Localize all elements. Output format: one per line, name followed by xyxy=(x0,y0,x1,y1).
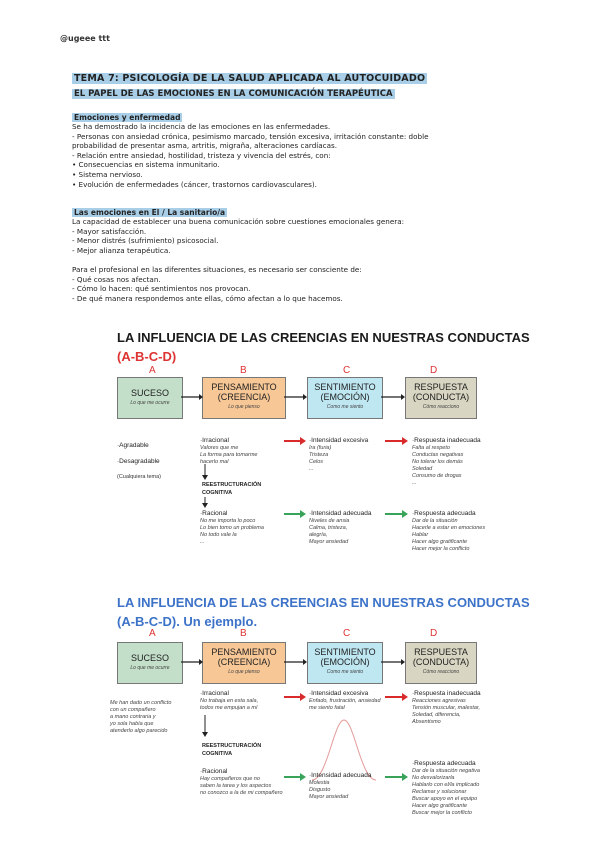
body-line: Para el profesional en las diferentes situaciones, es necesario ser consciente de: xyxy=(72,264,362,274)
box-respuesta: RESPUESTA (CONDUCTA) Cómo reacciono xyxy=(405,377,477,419)
box-suceso: SUCESO Lo que me ocurre xyxy=(117,642,183,684)
diagram1-respuesta-inadecuada: ·Respuesta inadecuada Falta al respeto Conductas negativas No tolerar los demás Soledad Consumo de drogas ... xyxy=(412,437,481,486)
diagram2-col-a: Me han dado un conflicto con un compañero a mano contraria y yo sola había que atenderlo algo parecido xyxy=(110,700,172,734)
section1-heading: Emociones y enfermedad xyxy=(74,113,181,122)
diagram1-subtitle: (A-B-C-D) xyxy=(117,349,177,364)
body-line: - Cómo lo hacen: qué sentimientos nos provocan. xyxy=(72,284,251,294)
body-line: - Relación entre ansiedad, hostilidad, tristeza y vivencia del estrés, con: xyxy=(72,150,331,160)
abcd-diagram-2 xyxy=(72,590,530,840)
box-sentimiento: SENTIMIENTO (EMOCIÓN) Como me siento xyxy=(307,377,383,419)
body-line: - Mayor satisfacción. xyxy=(72,226,147,236)
body-line: • Consecuencias en sistema inmunitario. xyxy=(72,160,220,170)
diagram2-title: LA INFLUENCIA DE LAS CREENCIAS EN NUESTRAS CONDUCTAS xyxy=(117,595,530,610)
diagram2-respuesta-adecuada: ·Respuesta adecuada Dar de la situación negativa No desvalorizarla Hablarlo con el/la implicado Reclamar y solucionar Buscar apoyo en el equipo Hacer algo gratificante Buscar mejor la conflicto xyxy=(412,760,480,816)
section2-body xyxy=(72,217,404,303)
box-pensamiento: PENSAMIENTO (CREENCIA) Lo que pienso xyxy=(202,377,286,419)
diagram2-reestructuracion: REESTRUCTURACIÓN COGNITIVA xyxy=(202,743,262,757)
section-emociones-enfermedad xyxy=(72,113,429,189)
diagram1-irracional: ·Irracional Valores que me La forma para tomarme hacerlo mal xyxy=(200,437,258,465)
section1-body xyxy=(72,122,429,189)
letter-d: D xyxy=(430,628,438,639)
page-title: TEMA 7: PSICOLOGÍA DE LA SALUD APLICADA AL AUTOCUIDADO xyxy=(74,73,426,84)
body-line: • Sistema nervioso. xyxy=(72,169,143,179)
diagram1-col-a: ·Agradable ·Desagradable (Cualquiera tema) xyxy=(117,442,162,480)
body-line: • Evolución de enfermedades (cáncer, trastornos cardiovasculares). xyxy=(72,179,317,189)
section-emociones-sanitario xyxy=(72,208,404,303)
letter-a: A xyxy=(149,365,156,376)
page-subtitle: EL PAPEL DE LAS EMOCIONES EN LA COMUNICACIÓN TERAPÉUTICA xyxy=(74,89,393,99)
diagram1-title: LA INFLUENCIA DE LAS CREENCIAS EN NUESTRAS CONDUCTAS xyxy=(117,330,530,345)
body-line: probabilidad de presentar asma, artritis, migraña, alteraciones cardíacas. xyxy=(72,141,338,151)
diagram2-respuesta-inadecuada: ·Respuesta inadecuada Reacciones agresivas Tensión muscular, malestar, Soledad, diferencia, Absentismo xyxy=(412,690,481,725)
body-line: - Mejor alianza terapéutica. xyxy=(72,245,171,255)
box-sentimiento: SENTIMIENTO (EMOCIÓN) Como me siento xyxy=(307,642,383,684)
box-respuesta: RESPUESTA (CONDUCTA) Cómo reacciono xyxy=(405,642,477,684)
diagram2-irracional: ·Irracional No trabaja en esta sala, todos me empujan a mí xyxy=(200,690,259,711)
letter-b: B xyxy=(240,628,247,639)
diagram2-intensidad-adecuada: ·Intensidad adecuada Molestia Disgusto Mayor ansiedad xyxy=(309,772,372,800)
body-line: - De qué manera respondemos ante ellas, cómo afectan a lo que hacemos. xyxy=(72,293,343,303)
letter-c: C xyxy=(343,365,351,376)
section2-heading: Las emociones en El / La sanitario/a xyxy=(74,208,226,217)
diagram2-intensidad-excesiva: ·Intensidad excesiva Enfado, frustración, ansiedad me siento fatal xyxy=(309,690,381,711)
letter-d: D xyxy=(430,365,438,376)
diagram1-intensidad-excesiva: ·Intensidad excesiva Ira (furia) Tristeza Celos ... xyxy=(309,437,369,472)
body-line: - Personas con ansiedad crónica, pesimismo marcado, tensión excesiva, irritación constante: doble xyxy=(72,131,429,141)
diagram1-respuesta-adecuada: ·Respuesta adecuada Dar de la situación Hacerle a estar en emociones Hablar Hacer algo gratificante Hacer mejor la conflicto xyxy=(412,510,486,552)
letter-c: C xyxy=(343,628,351,639)
letter-b: B xyxy=(240,365,247,376)
box-suceso: SUCESO Lo que me ocurre xyxy=(117,377,183,419)
body-line xyxy=(72,255,404,265)
body-line: - Qué cosas nos afectan. xyxy=(72,274,161,284)
diagram2-subtitle: (A-B-C-D). Un ejemplo. xyxy=(117,614,258,629)
diagram1-reestructuracion: REESTRUCTURACIÓN COGNITIVA xyxy=(202,482,262,496)
letter-a: A xyxy=(149,628,156,639)
body-line: - Menor distrés (sufrimiento) psicosocial. xyxy=(72,236,219,246)
body-line: Se ha demostrado la incidencia de las emociones en las enfermedades. xyxy=(72,122,331,131)
body-line: La capacidad de establecer una buena comunicación sobre cuestiones emocionales genera: xyxy=(72,217,405,226)
box-pensamiento: PENSAMIENTO (CREENCIA) Lo que pienso xyxy=(202,642,286,684)
diagram2-racional: ·Racional Hay compañeros que no saben la tarea y los aspectos no conozco a la de mi compañero xyxy=(200,768,283,796)
diagram1-racional: ·Racional No me importa lo poco Lo bien tomo un problema No todo vale la ... xyxy=(200,510,264,545)
abcd-diagram-1 xyxy=(72,325,530,565)
author-handle: @ugeee ttt xyxy=(60,34,110,43)
diagram1-intensidad-adecuada: ·Intensidad adecuada Niveles de ansia Calma, tristeza, alegría, Mayor ansiedad xyxy=(309,510,372,545)
